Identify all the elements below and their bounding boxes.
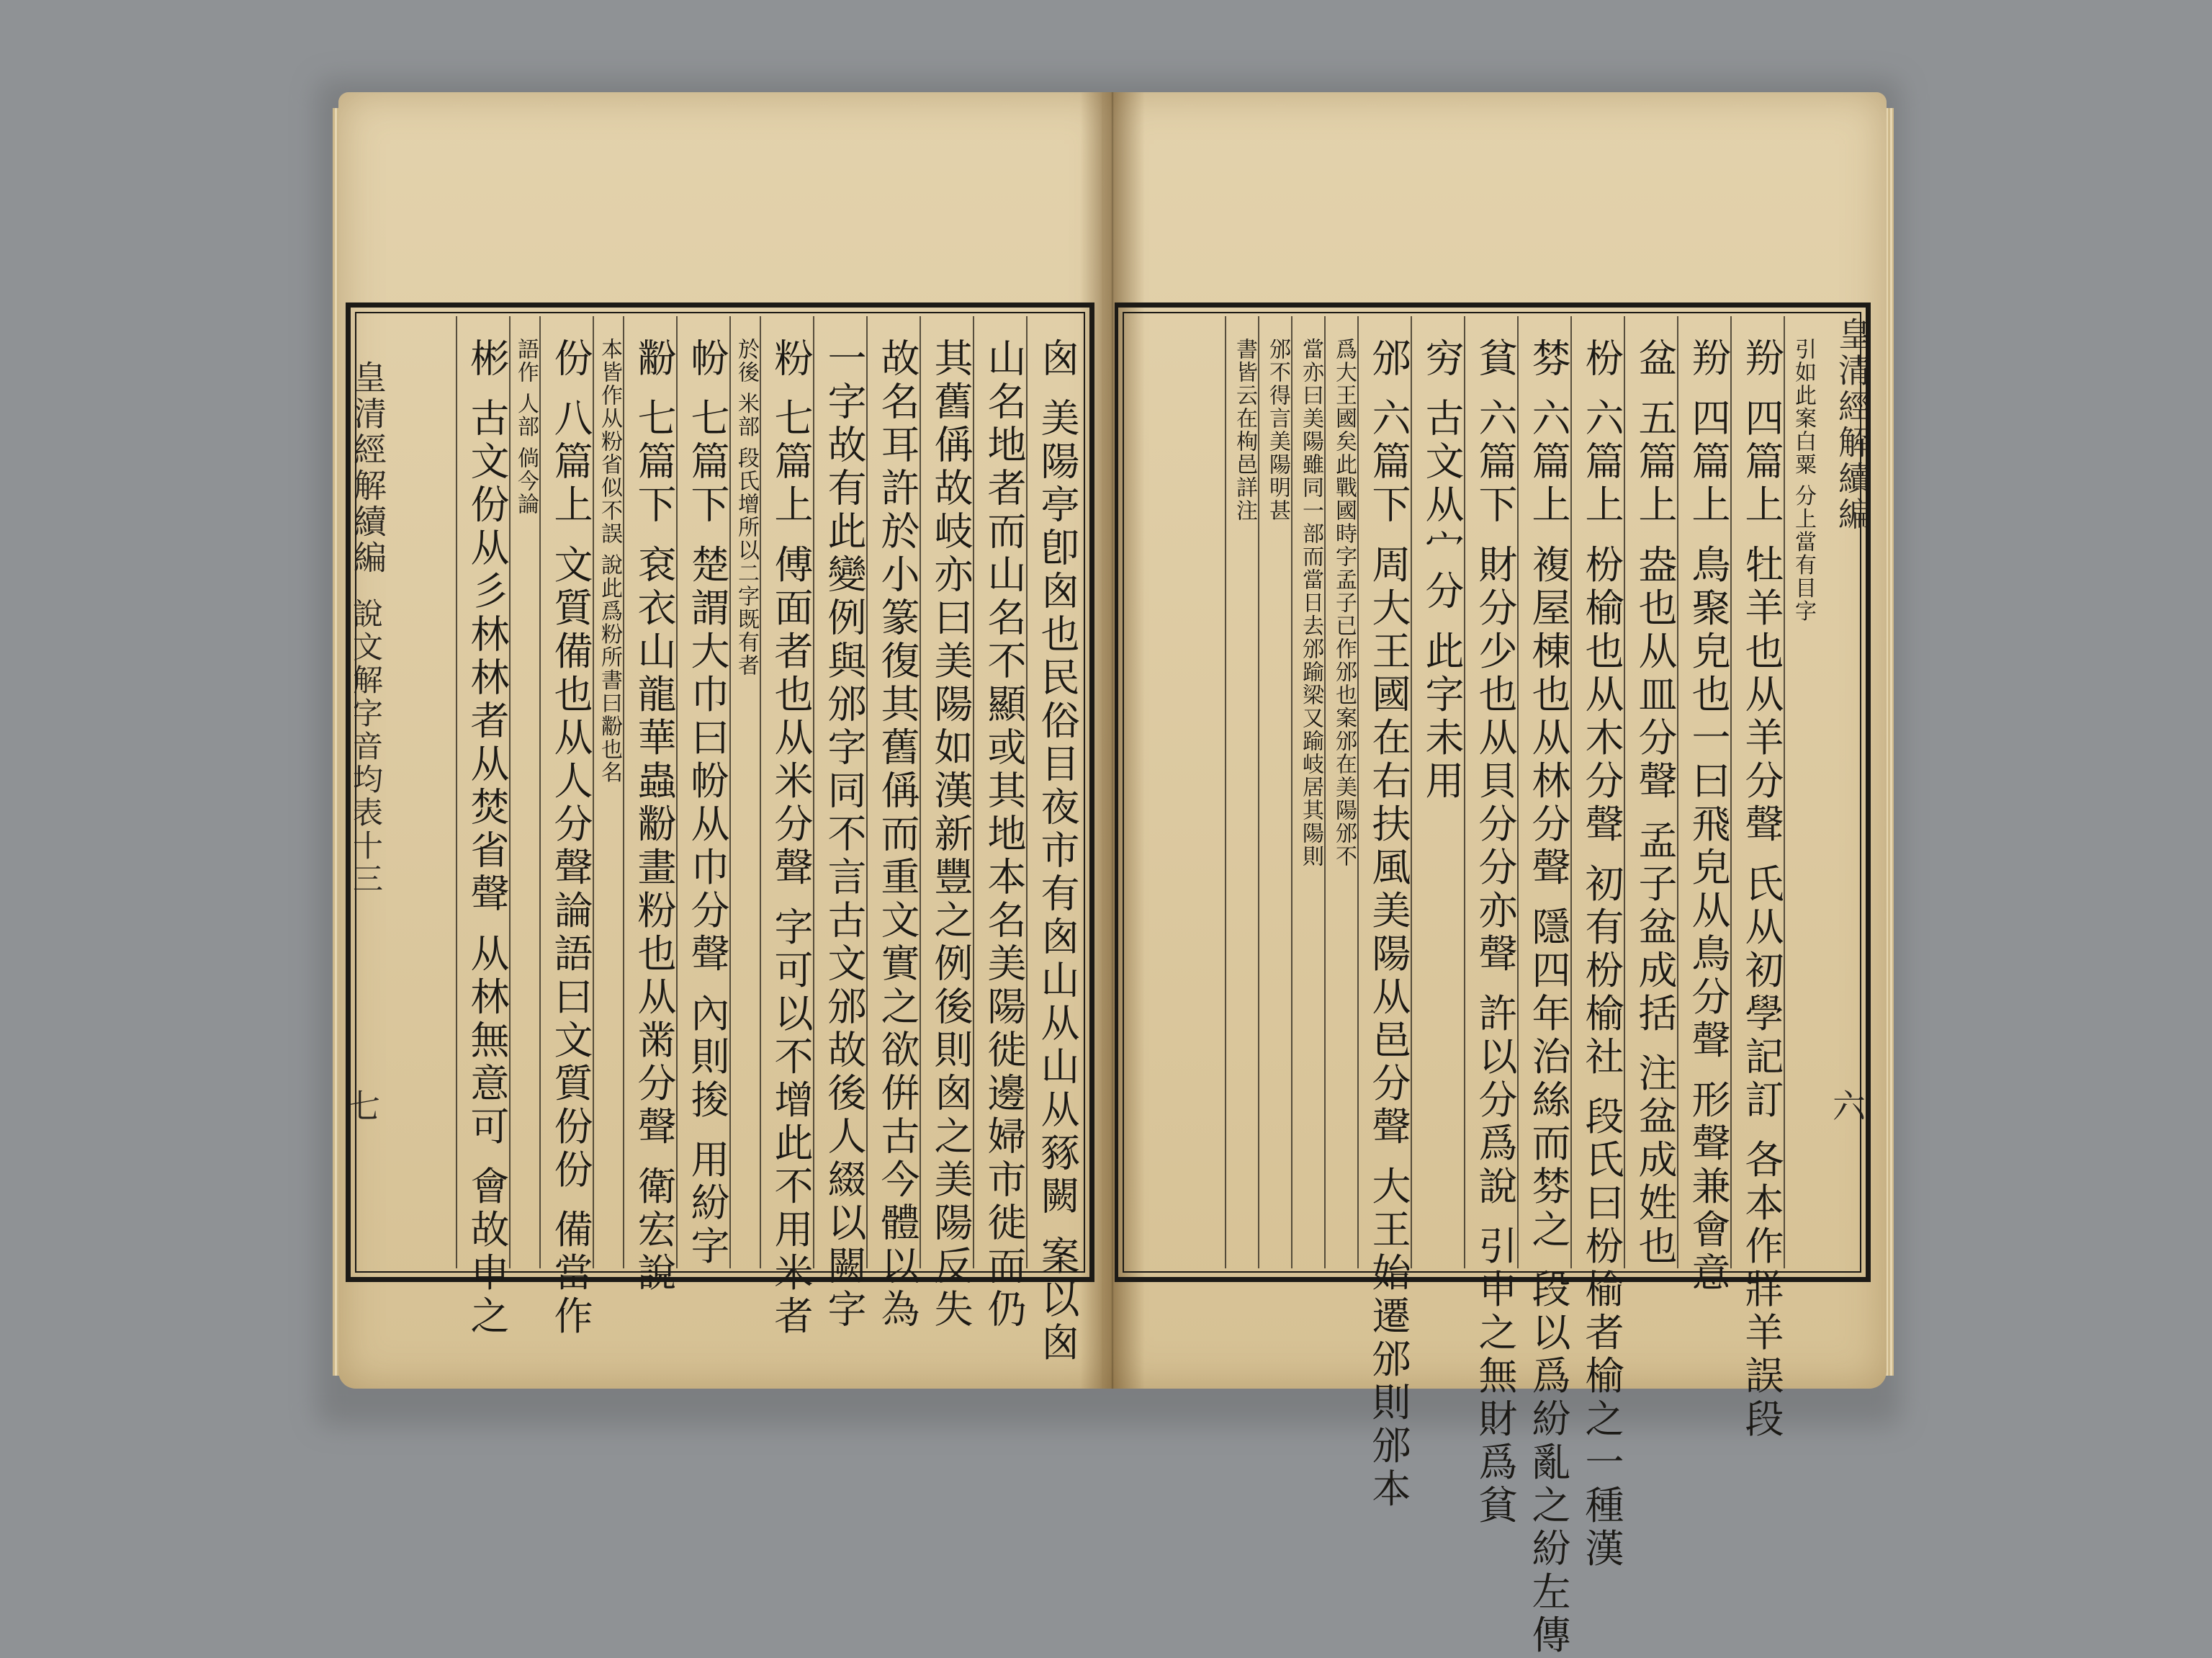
text-column-annotation: 語作 人部 倘今論 [509,316,539,1268]
left-margin-subtitle: 說文解字音均表十三 [349,598,384,896]
right-text-frame [1115,303,1871,1658]
left-margin-title: 皇清經解續編 [349,360,387,576]
text-column-annotation: 引如此案白粟 分上當有目字 [1784,316,1817,1268]
left-folio: 七 [347,1087,380,1126]
text-column: 羒 四篇上 鳥聚皃也一曰飛皃从鳥分聲 形聲兼會意 [1677,316,1730,1268]
text-column: 邠 六篇下 周大王國在右扶風美陽从邑分聲 大王始遷邠則邠本 [1357,316,1411,1268]
right-margin-title: 皇清經解續編 [1833,317,1872,533]
text-column: 份 八篇上 文質備也从人分聲論語曰文質份份 備當作 [539,316,593,1268]
text-column: 粉 七篇上 傅面者也从米分聲 字可以不增此不用米者 [760,316,813,1268]
text-column: 枌 六篇上 枌榆也从木分聲 初有枌榆社 段氏曰枌榆者榆之一種漢 [1570,316,1624,1268]
right-text-columns [1128,316,1817,1658]
text-column: 棼 六篇上 複屋棟也从林分聲 隱四年治絲而棼之 段以爲紛亂之紛左傳 [1517,316,1570,1268]
text-column-annotation: 爲大王國矣此戰國時字孟子已作邠也案邠在美陽邠不 [1324,316,1357,1268]
right-folio: 六 [1833,1087,1866,1126]
text-column: 帉 七篇下 楚謂大巾曰帉从巾分聲 內則捘 用紛字 [676,316,729,1268]
text-column: 山名地者而山名不顯或其地本名美陽徙邊婦市徙而仍 [973,316,1026,1268]
text-column: 囪 美陽亭卽囪也民俗目夜市有囪山从山从豩闕 案以囪 [1026,316,1079,1268]
text-column: 盆 五篇上 盎也从皿分聲 孟子盆成括 注盆成姓也 [1624,316,1677,1268]
text-column-annotation: 書皆云在栒邑詳注 [1225,316,1258,1268]
text-column: 故名耳許於小篆復其舊偁而重文實之欲倂古今體以為 [866,316,920,1268]
left-text-columns [397,316,1080,1366]
text-column: 穷 古文从宀分 此字未用 [1411,316,1464,1268]
text-column: 彬 古文份从彡林林者从焚省聲 从林無意可 會故申之 [456,316,509,1268]
text-column-annotation: 於後 米部 段氏增所以二字既有者 [729,316,760,1268]
text-column: 其舊偁故岐亦曰美陽如漢新豐之例後則囪之美陽反失 [920,316,973,1268]
text-column: 羒 四篇上 牡羊也从羊分聲 氏从初學記訂 各本作牂羊誤段 [1730,316,1784,1268]
text-column: 一字故有此變例與邠字同不言古文邠故後人綴以闕字 [813,316,866,1268]
text-column-annotation: 邠不得言美陽明甚 [1258,316,1291,1268]
text-column-annotation: 本皆作从粉省似不誤 說此爲粉所書曰黺也名 [593,316,623,1268]
text-column: 黺 七篇下 袞衣山龍華蟲黺畫粉也从黹分聲 衛宏說 [623,316,676,1268]
left-text-frame [346,303,1094,1366]
text-column-annotation: 當亦曰美陽雖同一部而當日去邠踰梁又踰岐居其陽則 [1291,316,1324,1268]
text-column: 貧 六篇下 財分少也从貝分分亦聲 許以分爲說 引申之無財爲貧 [1464,316,1517,1268]
